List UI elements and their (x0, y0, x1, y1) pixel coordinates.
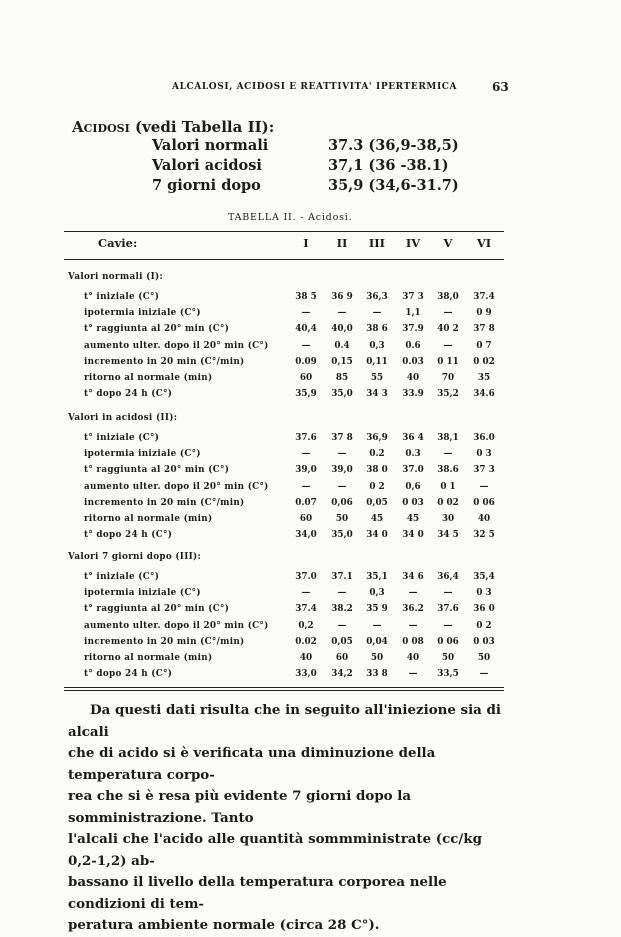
table-cell: 0,06 (331, 497, 353, 508)
table-cell: 38,0 (437, 292, 459, 302)
table-cell: — (408, 669, 418, 680)
table-cell: 0 11 (437, 356, 459, 367)
table-cell: 0.02 (295, 636, 317, 647)
column-header-cavie: Cavie: (98, 236, 138, 250)
table-cell: 0.6 (405, 340, 421, 351)
table-cell: 0 08 (402, 636, 424, 647)
table-cell: — (372, 308, 382, 319)
row-label: aumento ulter. dopo il 20° min (C°) (84, 340, 269, 351)
table-cell: — (301, 449, 311, 460)
table-cell: 37.0 (402, 465, 424, 476)
table-cell: 40 (477, 514, 491, 524)
row-label: aumento ulter. dopo il 20° min (C°) (84, 481, 269, 492)
table-cell: — (408, 620, 418, 631)
summary-label: 7 giorni dopo (152, 177, 261, 194)
table-cell: — (408, 588, 418, 599)
row-label: t° raggiunta al 20° min (C°) (84, 465, 230, 476)
table-cell: 36 0 (473, 604, 495, 615)
row-label: t° iniziale (C°) (84, 572, 160, 582)
table-cell: 36 4 (402, 433, 424, 443)
table-cell: 0,11 (366, 356, 388, 367)
table-cell: 40,4 (295, 324, 317, 335)
table-cell: 32 5 (473, 530, 495, 541)
row-label: incremento in 20 min (C°/min) (84, 497, 245, 508)
table-cell: 60 (299, 373, 313, 383)
table-cell: 38 5 (295, 292, 317, 302)
table-cell: 37 3 (402, 292, 424, 302)
table-cell: 0.4 (334, 340, 350, 351)
table-cell: 36 9 (331, 292, 353, 302)
row-label: ritorno al normale (min) (84, 514, 213, 524)
table-cell: 0,2 (298, 620, 314, 631)
table-cell: 36.2 (402, 604, 424, 615)
row-label: ritorno al normale (min) (84, 373, 213, 383)
paragraph-line: che di acido si è verificata una diminuzione della temperatura corpo- (68, 745, 436, 783)
table-cell: 50 (335, 514, 349, 524)
table-cell: 34,2 (331, 669, 353, 680)
table-cell: 35,0 (331, 389, 353, 400)
table-cell: — (337, 449, 347, 460)
table-cell: 37 3 (473, 465, 495, 476)
row-label: ipotermia iniziale (C°) (84, 449, 201, 460)
table-cell: 37 8 (331, 433, 353, 443)
column-header: VI (476, 236, 492, 250)
table-cell: 38.6 (437, 465, 459, 476)
table-cell: 36.0 (473, 433, 495, 443)
paragraph-line: l'alcali che l'acido alle quantità sommministrate (cc/kg 0,2-1,2) ab- (68, 831, 482, 869)
table-cell: — (443, 308, 453, 319)
table-cell: — (443, 620, 453, 631)
table-cell: — (337, 481, 347, 492)
table-cell: 34.6 (473, 389, 495, 400)
body-paragraph (68, 700, 504, 937)
section-title: Valori in acidosi (II): (68, 413, 178, 423)
table-cell: 34 6 (402, 572, 424, 582)
table-cell: 0,15 (331, 356, 353, 367)
table-cell: 33 8 (366, 669, 388, 680)
table-cell: 0.07 (295, 497, 317, 508)
table-cell: 0 06 (473, 497, 495, 508)
table-bottom-rule-2 (64, 690, 504, 691)
table-cell: 35,0 (331, 530, 353, 541)
table-cell: 34 0 (366, 530, 388, 541)
table-cell: 50 (370, 653, 384, 663)
table-cell: 35,4 (473, 572, 495, 582)
table-cell: — (479, 481, 489, 492)
paragraph-line: peratura ambiente normale (circa 28 C°). (68, 917, 380, 933)
table-cell: — (301, 308, 311, 319)
table-cell: 40,0 (331, 324, 353, 335)
row-label: ritorno al normale (min) (84, 653, 213, 663)
column-header: IV (405, 236, 421, 250)
row-label: t° iniziale (C°) (84, 292, 160, 302)
table-cell: — (337, 588, 347, 599)
table-cell: 34,0 (295, 530, 317, 541)
table-caption: TABELLA II. - Acidosi. (228, 212, 353, 223)
column-header: II (336, 236, 348, 250)
table-cell: 40 2 (437, 324, 459, 335)
table-cell: 0 03 (473, 636, 495, 647)
table-cell: — (479, 669, 489, 680)
table-cell: 0 9 (476, 308, 492, 319)
table-cell: 34 3 (366, 389, 388, 400)
paragraph-line: Da questi dati risulta che in seguito all'iniezione sia di alcali (68, 702, 501, 740)
table-cell: 45 (406, 514, 420, 524)
table-cell: — (443, 449, 453, 460)
section-title: Valori normali (I): (68, 272, 164, 282)
table-cell: 34 0 (402, 530, 424, 541)
table-cell: 35,2 (437, 389, 459, 400)
table-cell: 0 1 (440, 481, 456, 492)
table-cell: 33,0 (295, 669, 317, 680)
summary-value: 35,9 (34,6-31.7) (328, 177, 459, 194)
table-cell: 40 (406, 653, 420, 663)
summary-value: 37.3 (36,9-38,5) (328, 137, 459, 154)
table-cell: 0.2 (369, 449, 385, 460)
row-label: t° raggiunta al 20° min (C°) (84, 324, 230, 335)
table-cell: 34 5 (437, 530, 459, 541)
acidosi-heading-rest: (vedi Tabella II): (134, 118, 275, 136)
table-cell: 37.4 (295, 604, 317, 615)
table-cell: 0 02 (437, 497, 459, 508)
row-label: t° dopo 24 h (C°) (84, 669, 173, 680)
row-label: t° iniziale (C°) (84, 433, 160, 443)
table-cell: 37.4 (473, 292, 495, 302)
table-cell: 50 (441, 653, 455, 663)
page-number: 63 (492, 80, 509, 94)
summary-label: Valori acidosi (152, 157, 262, 174)
table-cell: 38 0 (366, 465, 388, 476)
acidosi-heading (72, 118, 274, 136)
table-cell: 37 8 (473, 324, 495, 335)
table-cell: 35,1 (366, 572, 388, 582)
table-cell: — (372, 620, 382, 631)
running-header: ALCALOSI, ACIDOSI E REATTIVITA' IPERTERMICA (172, 82, 458, 92)
row-label: t° raggiunta al 20° min (C°) (84, 604, 230, 615)
paragraph-line: bassano il livello della temperatura corporea nelle condizioni di tem- (68, 874, 447, 912)
table-cell: 37.1 (331, 572, 353, 582)
table-cell: 0 03 (402, 497, 424, 508)
table-cell: — (301, 481, 311, 492)
table-cell: 85 (335, 373, 349, 383)
table-cell: 0 06 (437, 636, 459, 647)
table-cell: 35 (477, 373, 491, 383)
table-cell: 0 2 (369, 481, 385, 492)
table-cell: 40 (299, 653, 313, 663)
summary-value: 37,1 (36 -38.1) (328, 157, 449, 174)
table-cell: 37.0 (295, 572, 317, 582)
table-cell: 35 9 (366, 604, 388, 615)
table-cell: — (337, 620, 347, 631)
table-cell: 0,05 (366, 497, 388, 508)
table-cell: 0,6 (405, 481, 421, 492)
table-cell: 45 (370, 514, 384, 524)
column-header: V (443, 236, 453, 250)
row-label: incremento in 20 min (C°/min) (84, 636, 245, 647)
table-cell: 0.3 (405, 449, 421, 460)
table-cell: — (301, 340, 311, 351)
table-cell: 36,4 (437, 572, 459, 582)
table-cell: 0,05 (331, 636, 353, 647)
table-cell: 0 02 (473, 356, 495, 367)
table-cell: 37.9 (402, 324, 424, 335)
table-cell: 0,04 (366, 636, 388, 647)
table-cell: 1,1 (405, 308, 421, 319)
table-cell: 30 (441, 514, 455, 524)
table-cell: 33,5 (437, 669, 459, 680)
table-cell: 0 2 (476, 620, 492, 631)
table-cell: 55 (370, 373, 384, 383)
table-cell: 0.09 (295, 356, 317, 367)
row-label: t° dopo 24 h (C°) (84, 389, 173, 400)
table-cell: — (301, 588, 311, 599)
table-cell: 36,3 (366, 292, 388, 302)
row-label: ipotermia iniziale (C°) (84, 308, 201, 319)
table-cell: 0,3 (369, 588, 385, 599)
table-cell: — (337, 308, 347, 319)
row-label: t° dopo 24 h (C°) (84, 530, 173, 541)
table-cell: 0,3 (369, 340, 385, 351)
row-label: incremento in 20 min (C°/min) (84, 356, 245, 367)
table-cell: 33.9 (402, 389, 424, 400)
table-cell: 0 7 (476, 340, 492, 351)
summary-label: Valori normali (152, 137, 269, 154)
table-cell: 37.6 (295, 433, 317, 443)
acidosi-heading-word: Acidosi (72, 118, 130, 136)
table-cell: 38.2 (331, 604, 353, 615)
table-cell: 39,0 (295, 465, 317, 476)
paragraph-line: rea che si è resa più evidente 7 giorni dopo la somministrazione. Tanto (68, 788, 412, 826)
table-bottom-rule (64, 687, 504, 688)
table-cell: 0 3 (476, 588, 492, 599)
table-cell: 0 3 (476, 449, 492, 460)
table-cell: 37.6 (437, 604, 459, 615)
table-cell: 0.03 (402, 356, 424, 367)
table-cell: 60 (299, 514, 313, 524)
table-cell: 70 (441, 373, 455, 383)
table-cell: 35,9 (295, 389, 317, 400)
row-label: aumento ulter. dopo il 20° min (C°) (84, 620, 269, 631)
table-cell: 60 (335, 653, 349, 663)
table-cell: 50 (477, 653, 491, 663)
table-cell: — (443, 588, 453, 599)
table-cell: 39,0 (331, 465, 353, 476)
table-cell: 40 (406, 373, 420, 383)
table-cell: — (443, 340, 453, 351)
column-header: I (303, 236, 309, 250)
column-header: III (368, 236, 386, 250)
table-header-rule (64, 259, 504, 260)
section-title: Valori 7 giorni dopo (III): (68, 552, 202, 562)
table-cell: 38,1 (437, 433, 459, 443)
table-cell: 38 6 (366, 324, 388, 335)
table-top-rule (64, 231, 504, 232)
table-cell: 36,9 (366, 433, 388, 443)
row-label: ipotermia iniziale (C°) (84, 588, 201, 599)
